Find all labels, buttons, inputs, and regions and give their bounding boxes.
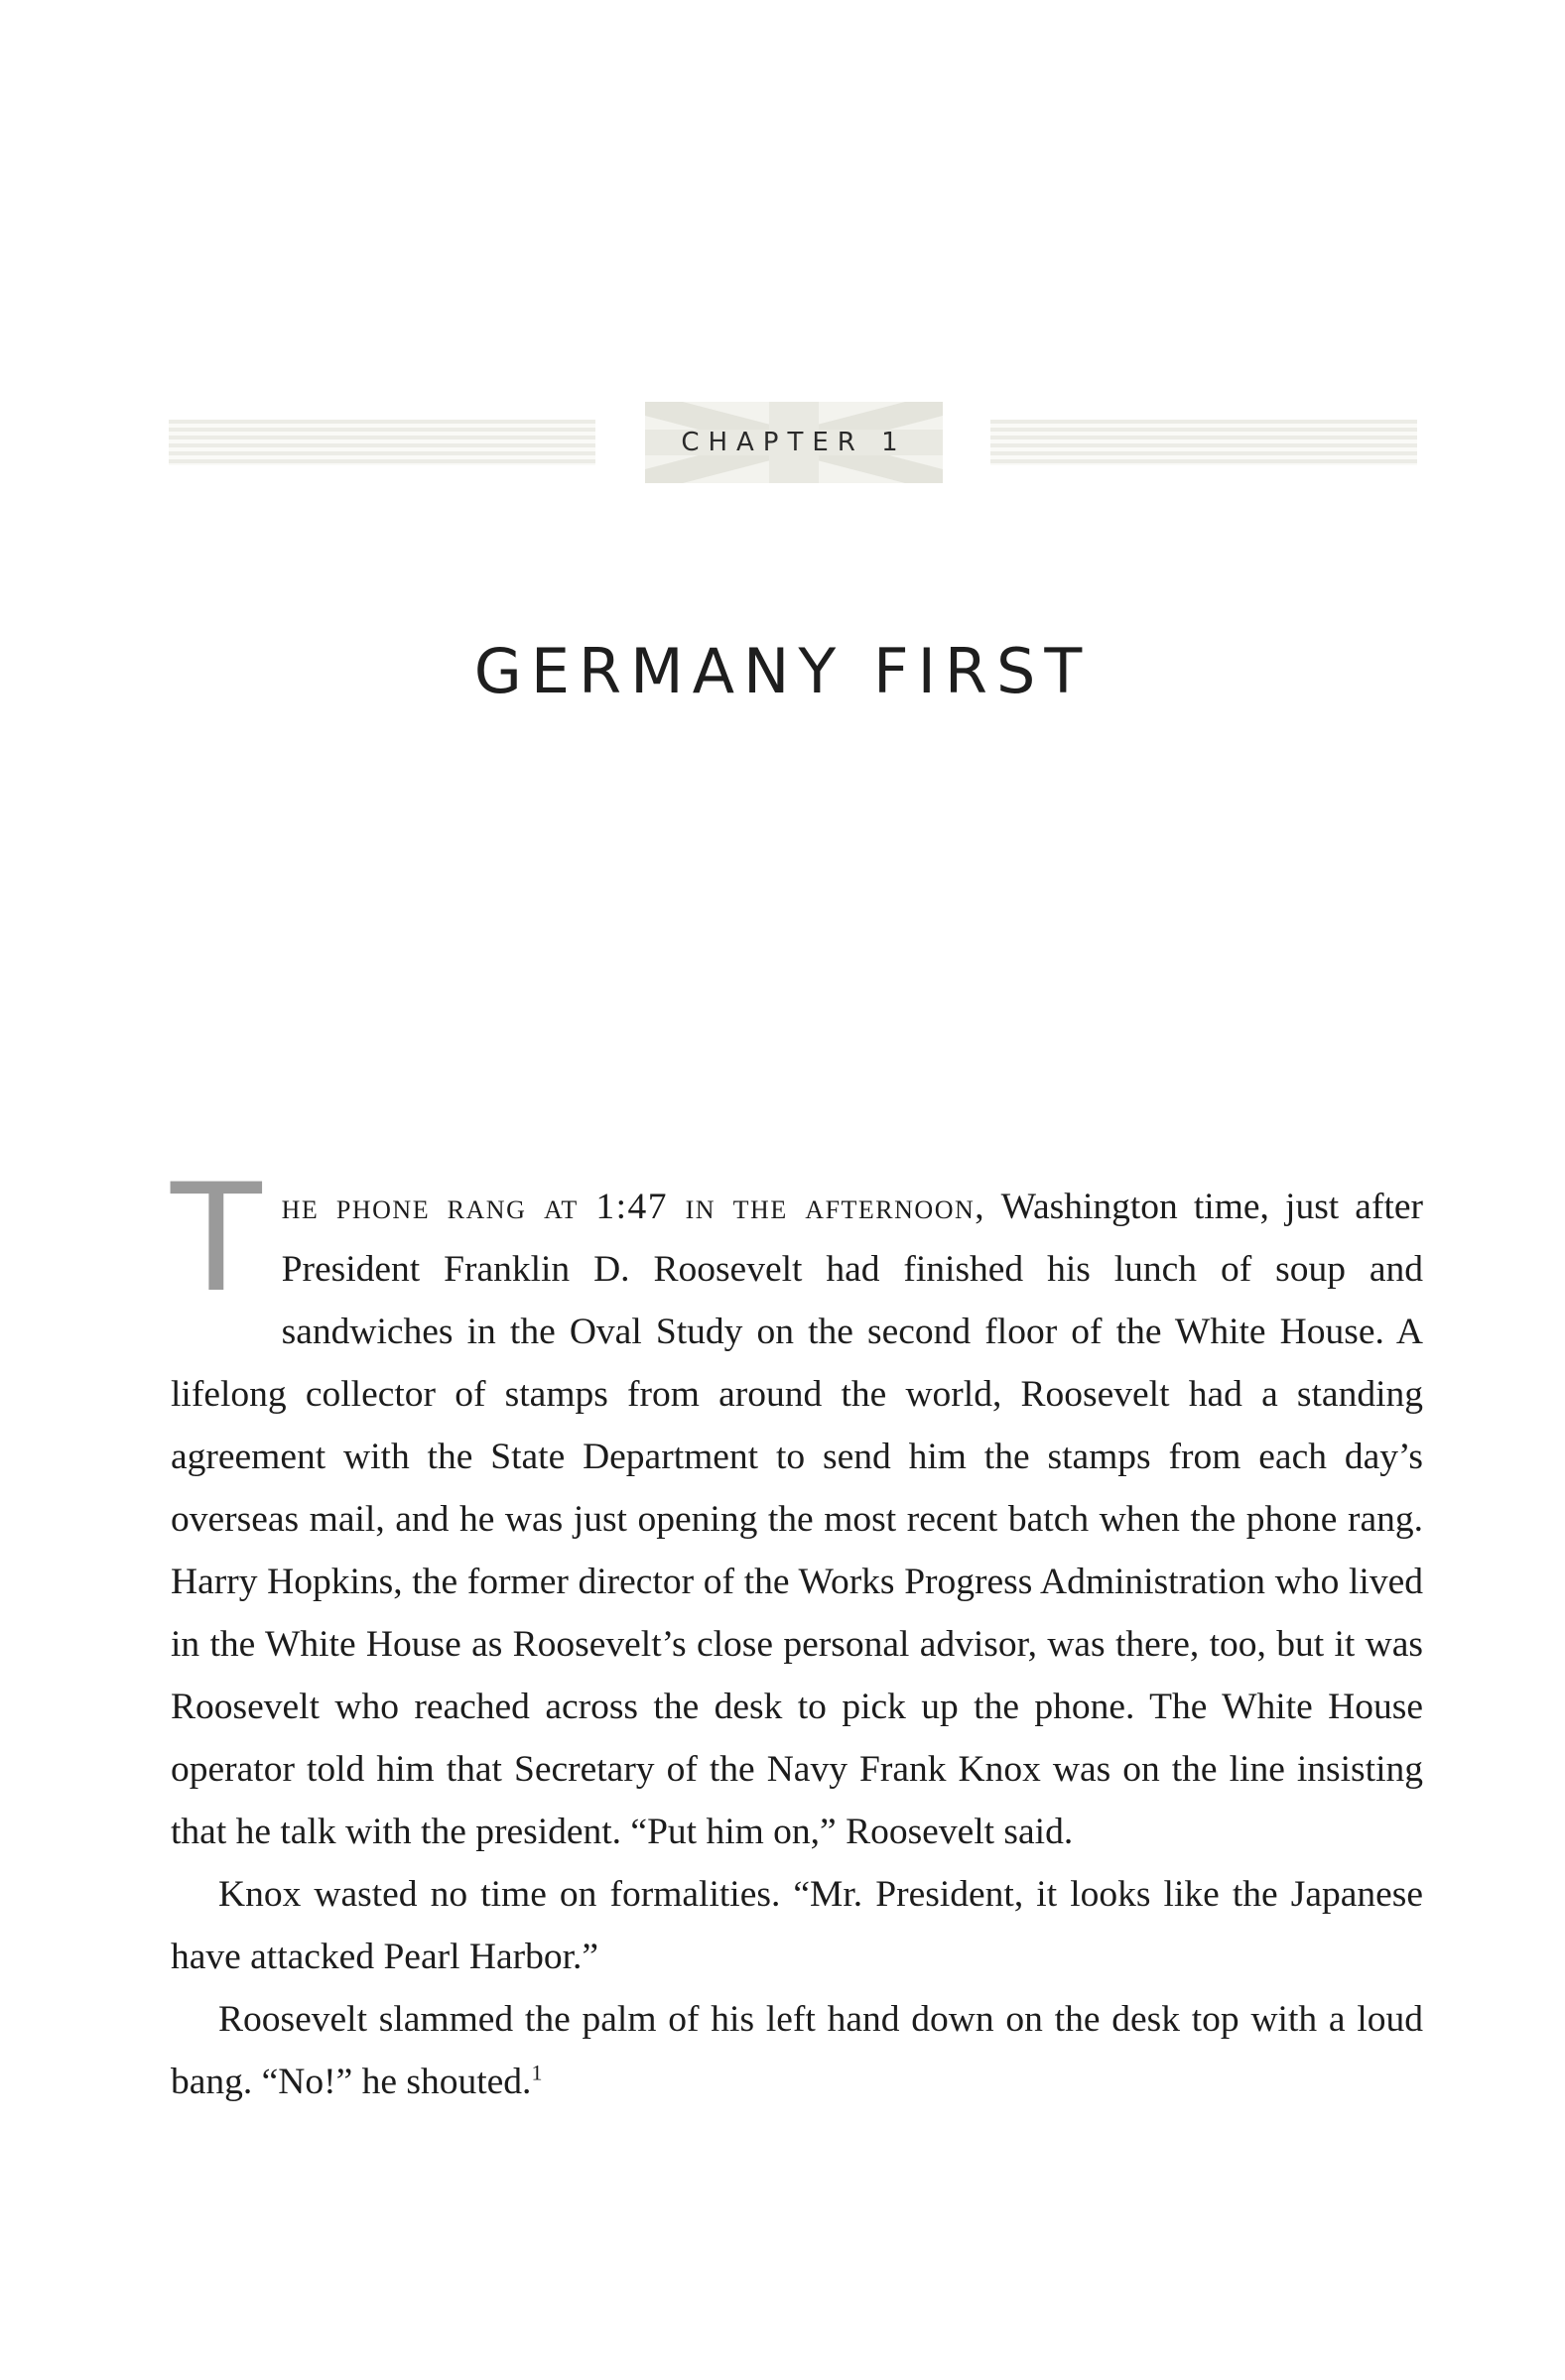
paragraph-1-text: Washington time, just after President Franklin D. Roosevelt had finished his lunch of soup and sandwiches in the Oval Study on the second floor of the White House. A lifelong collector of stamps from around the world, Roosevelt had a standing agreement with the State Department to send him the stamps from each day’s overseas mail, and he was just opening the most recent batch when the phone rang. Harry Hopkins, the former director of the Works Progress Administration who lived in the White House as Roosevelt’s close personal advisor, was there, too, but it was Roosevelt who reached across the desk to pick up the phone. The White House operator told him that Secretary of the Navy Frank Knox was on the line insisting that he talk with the president. “Put him on,” Roosevelt said. (171, 1187, 1423, 1852)
chapter-title: GERMANY FIRST (473, 635, 1092, 707)
header-rule-right (990, 420, 1417, 465)
paragraph-1 (171, 1153, 1423, 1863)
paragraph-2: Knox wasted no time on formalities. “Mr. President, it looks like the Japanese have attacked Pearl Harbor.” (171, 1874, 1423, 1977)
header-rule-left (169, 420, 595, 465)
paragraph-3 (171, 1988, 1423, 2113)
paragraph-3-text: Roosevelt slammed the palm of his left hand down on the desk top with a loud bang. “No!” he shouted. (171, 1999, 1423, 2102)
chapter-number-label: CHAPTER 1 (681, 428, 907, 457)
chapter-header-band (169, 402, 1417, 483)
footnote-marker[interactable]: 1 (531, 2060, 543, 2085)
lead-in-smallcaps: he phone rang at 1:47 in the afternoon, (281, 1187, 986, 1227)
drop-cap: T (171, 1153, 262, 1325)
chapter-body (171, 1153, 1423, 2113)
chapter-emblem (645, 402, 943, 483)
